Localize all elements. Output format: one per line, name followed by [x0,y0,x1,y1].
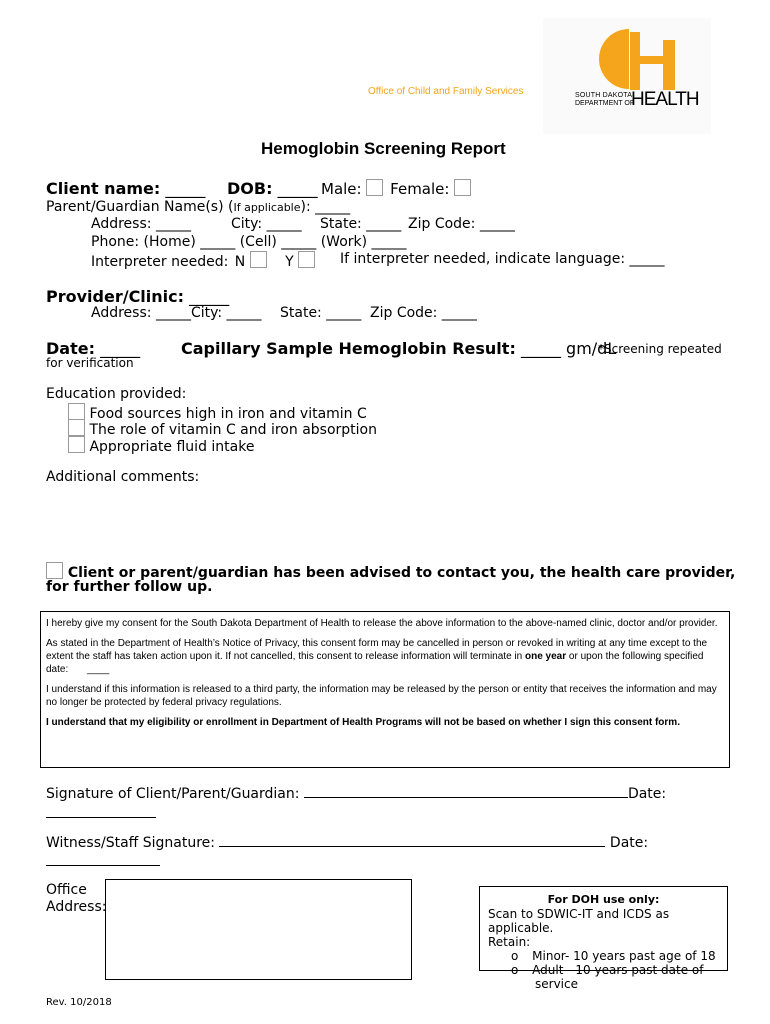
client-signature-label: Signature of Client/Parent/Guardian: [46,786,300,802]
hemoglobin-blank[interactable]: _____ [520,339,561,358]
interpreter-label: Interpreter needed: [91,254,229,270]
client-zip-label: Zip Code: [408,216,476,232]
parent-label-b: ): [300,199,311,215]
office-label-1: Office [46,882,87,898]
consent-p2-b: or upon the following specified date: [46,651,704,675]
client-state-blank[interactable]: _____ [366,216,402,232]
doh-title: For DOH use only: [547,893,660,906]
doh-bullet-1: o [511,949,519,963]
result-date-label: Date: [46,339,95,358]
education-checkbox-1[interactable] [68,403,85,420]
doh-item-2-text: Adult - 10 years past date of [532,963,704,977]
consent-box [40,611,730,768]
client-name-label: Client name: [46,179,161,198]
language-blank[interactable]: _____ [629,251,665,267]
client-signature-row [46,783,666,802]
interpreter-yes-label: Y [285,254,294,270]
provider-state-label: State: [280,305,322,321]
interpreter-row [91,251,315,270]
provider-city-blank[interactable]: _____ [226,305,262,321]
phone-work-label: (Work) [320,234,368,250]
consent-p2-a: As stated in the Department of Health’s Notice of Privacy, this consent form may be cancelled in person or revoked in writing at any time except to the extent the staff has taken action upon it. If not cancelled, this consent to release information will terminate in [46,638,708,662]
provider-address-label: Address: [91,305,152,321]
witness-signature-label: Witness/Staff Signature: [46,835,216,851]
consent-p2 [46,637,724,676]
advised-checkbox[interactable] [46,562,63,579]
education-label: Education provided: [46,386,187,402]
provider-zip-row [370,305,477,321]
education-text-2: The role of vitamin C and iron absorption [89,422,377,438]
sex-row [321,179,471,198]
interpreter-no-checkbox[interactable] [250,251,267,268]
page-title: Hemoglobin Screening Report [261,139,506,158]
doh-line2: Retain: [488,935,531,949]
education-checkbox-3[interactable] [68,436,85,453]
doh-line1: Scan to SDWIC-IT and ICDS as applicable. [488,907,670,935]
education-text-1: Food sources high in iron and vitamin C [89,406,367,422]
doh-box [479,886,728,991]
doh-item-2 [511,963,727,977]
client-address-label: Address: [91,216,152,232]
phone-cell-label: (Cell) [239,234,277,250]
revision: Rev. 10/2018 [46,997,112,1008]
hemoglobin-row [181,339,616,358]
education-text-3: Appropriate fluid intake [89,439,255,455]
doh-item-3: service [535,977,578,991]
provider-zip-label: Zip Code: [370,305,438,321]
phone-home-blank[interactable]: _____ [200,234,236,250]
client-city-blank[interactable]: _____ [266,216,302,232]
screening-note: *Screening repeated [598,342,722,356]
result-date-blank[interactable]: _____ [100,339,141,358]
provider-state-row [280,305,361,321]
witness-signature-date-label: Date: [609,835,649,851]
female-label: Female: [390,180,450,198]
client-state-label: State: [320,216,362,232]
male-label: Male: [321,180,362,198]
office-address-box[interactable] [105,879,412,980]
advised-line1: Client or parent/guardian has been advised to contact you, the health care provider, [67,565,736,581]
language-label: If interpreter needed, indicate language: [340,251,626,267]
consent-p3: I understand if this information is released to a third party, the information may be released by the person or entity that receives the information and may no longer be protected by federal privacy regulations. [46,684,717,708]
client-city-label: City: [231,216,263,232]
parent-blank[interactable]: _____ [315,199,351,215]
client-city-row [231,216,302,232]
phone-work-blank[interactable]: _____ [371,234,407,250]
phone-cell-blank[interactable]: _____ [281,234,317,250]
logo-line2: DEPARTMENT OF [575,100,635,107]
phone-row [91,234,407,250]
doh-bullet-2: o [511,963,519,977]
hemoglobin-label: Capillary Sample Hemoglobin Result: [181,339,516,358]
language-row [340,251,665,267]
witness-signature-line[interactable] [219,832,605,847]
provider-row [46,287,229,306]
female-checkbox[interactable] [454,179,471,196]
doh-item-1-text: Minor- 10 years past age of 18 [532,949,716,963]
client-name-blank[interactable]: _____ [165,179,206,198]
provider-label: Provider/Clinic: [46,287,185,306]
phone-home-label: Phone: (Home) [91,234,196,250]
logo-word: HEALTH [631,89,699,110]
provider-city-label: City: [190,305,223,321]
consent-p2-bold: one year [524,651,567,662]
client-signature-date-line[interactable] [46,808,156,818]
provider-address-blank[interactable]: _____ [155,305,191,321]
health-logo-mark [543,18,711,134]
provider-address-row [91,305,262,321]
witness-signature-date-line[interactable] [46,856,160,866]
consent-date-blank[interactable]: ____ [87,664,110,675]
dob-blank[interactable]: _____ [277,179,318,198]
client-address-blank[interactable]: _____ [155,216,191,232]
education-item-3 [68,436,254,455]
health-logo [543,18,711,134]
client-signature-line[interactable] [304,783,628,798]
provider-state-blank[interactable]: _____ [326,305,362,321]
logo-line1: SOUTH DAKOTA [575,92,633,99]
parent-label-small: If applicable [233,201,301,214]
client-row [46,179,205,198]
interpreter-no-label: N [234,254,246,270]
witness-signature-row [46,832,648,851]
dob-row [227,179,318,198]
client-state-row [320,216,401,232]
client-signature-date-label: Date: [627,786,667,802]
screening-note-2: for verification [46,356,134,370]
parent-row [46,199,350,215]
male-checkbox[interactable] [366,179,383,196]
doh-item-1 [511,949,727,963]
hemoglobin-unit: gm/dL [566,339,617,358]
office-name: Office of Child and Family Services [368,86,524,97]
provider-zip-blank[interactable]: _____ [441,305,477,321]
parent-label-a: Parent/Guardian Name(s) ( [46,199,234,215]
interpreter-yes-checkbox[interactable] [298,251,315,268]
client-zip-row [408,216,515,232]
client-address-row [91,216,191,232]
consent-p1: I hereby give my consent for the South Dakota Department of Health to release the above information to the above-named clinic, doctor and/or provider. [46,618,718,629]
client-zip-blank[interactable]: _____ [479,216,515,232]
education-checkbox-2[interactable] [68,419,85,436]
dob-label: DOB: [227,179,273,198]
advised-line2: for further follow up. [46,579,213,595]
provider-blank[interactable]: _____ [189,287,230,306]
consent-p4: I understand that my eligibility or enrollment in Department of Health Programs will not be based on whether I sign this consent form. [46,717,680,728]
comments-label: Additional comments: [46,469,200,485]
office-label-2: Address: [46,899,107,915]
